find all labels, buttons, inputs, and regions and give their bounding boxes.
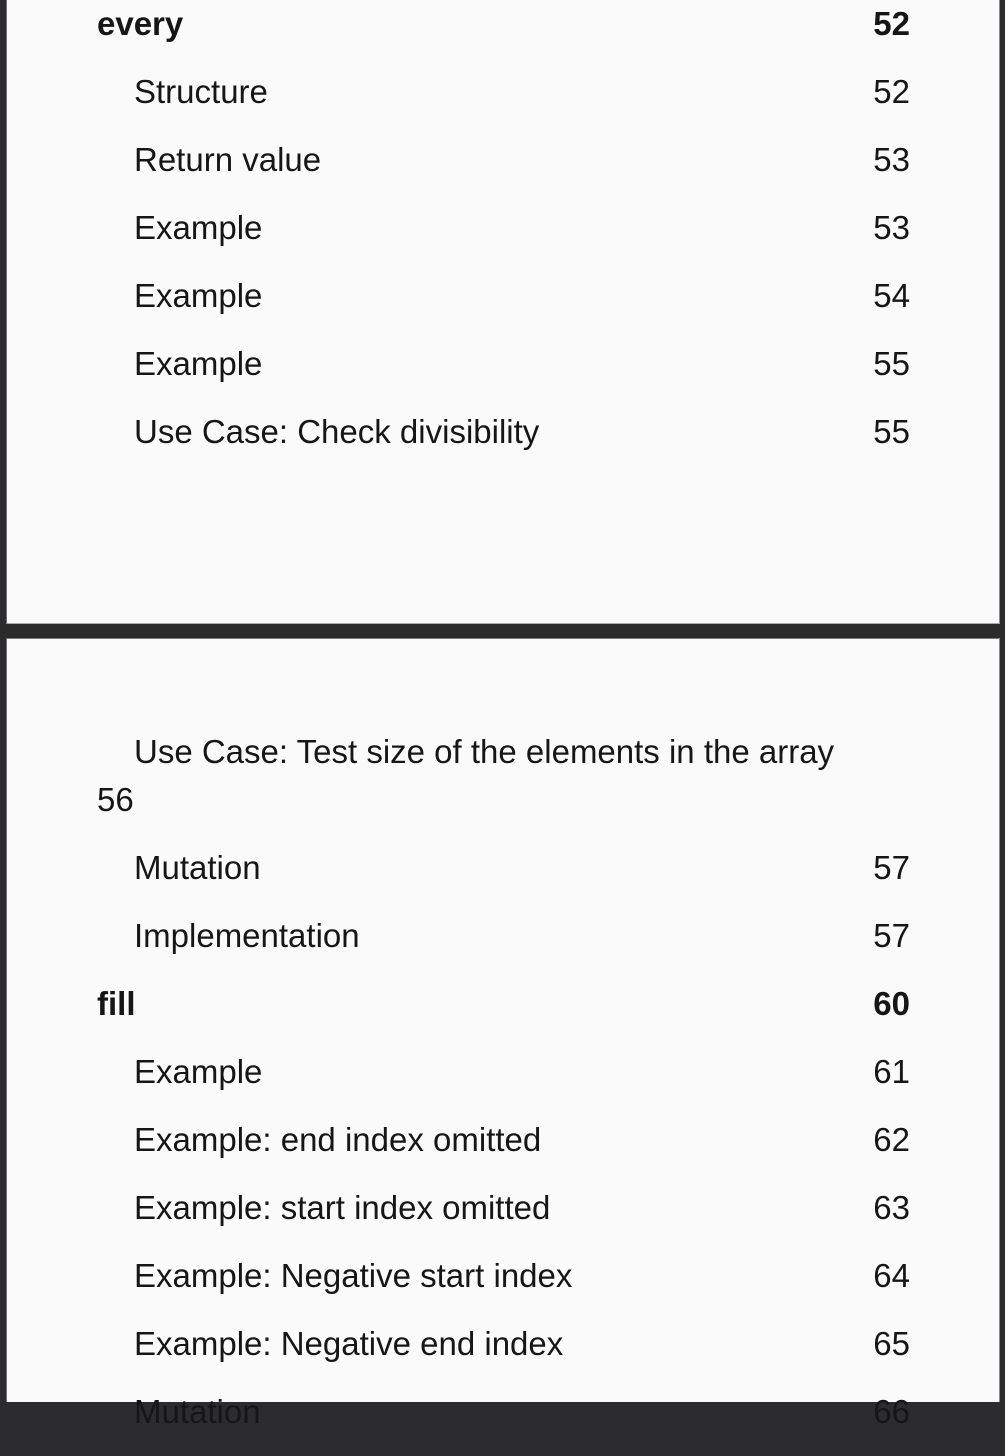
toc-entry-label: Example: Negative end index bbox=[134, 1325, 564, 1362]
toc-entry[interactable] bbox=[7, 902, 999, 970]
toc-entry-label: Example: start index omitted bbox=[134, 1189, 551, 1226]
toc-entry-label: Example: end index omitted bbox=[134, 1121, 542, 1158]
page-2 bbox=[6, 638, 1000, 1430]
toc-entry-page-number: 56 bbox=[97, 781, 134, 818]
toc-entry-page-number: 64 bbox=[873, 1257, 910, 1294]
toc-entry-page-number: 61 bbox=[873, 1053, 910, 1090]
toc-entry-page-number: 66 bbox=[873, 1393, 910, 1430]
toc-entry-partial[interactable] bbox=[7, 1378, 999, 1446]
toc-entry-wrapped[interactable] bbox=[7, 728, 999, 824]
toc-entry-label: every bbox=[97, 5, 184, 42]
page-1 bbox=[6, 0, 1000, 624]
toc-entry-page-number: 52 bbox=[873, 5, 910, 42]
toc-entry-page-number: 63 bbox=[873, 1189, 910, 1226]
toc-entry[interactable] bbox=[7, 1310, 999, 1378]
toc-page-1 bbox=[7, 0, 999, 466]
toc-entry-label: Structure bbox=[134, 73, 268, 110]
toc-entry-label: fill bbox=[97, 985, 136, 1022]
toc-entry-label: Return value bbox=[134, 141, 322, 178]
toc-entry[interactable] bbox=[7, 1106, 999, 1174]
toc-entry-label: Mutation bbox=[134, 849, 261, 886]
toc-entry[interactable] bbox=[7, 398, 999, 466]
toc-entry-page-number: 52 bbox=[873, 73, 910, 110]
toc-entry-label: Example: Negative start index bbox=[134, 1257, 573, 1294]
toc-entry-label: Example bbox=[134, 345, 263, 382]
page-separator bbox=[0, 624, 1005, 638]
toc-entry-label: Use Case: Test size of the elements in the array bbox=[134, 733, 835, 770]
toc-entry-page-number: 53 bbox=[873, 209, 910, 246]
toc-entry[interactable] bbox=[7, 58, 999, 126]
toc-entry-page-number: 55 bbox=[873, 413, 910, 450]
toc-entry[interactable] bbox=[7, 1174, 999, 1242]
toc-entry-page-number: 57 bbox=[873, 917, 910, 954]
toc-page-2 bbox=[7, 639, 999, 1446]
toc-entry[interactable] bbox=[7, 262, 999, 330]
toc-entry-page-number: 57 bbox=[873, 849, 910, 886]
toc-entry[interactable] bbox=[7, 1038, 999, 1106]
toc-entry-label: Example bbox=[134, 1053, 263, 1090]
toc-entry-label: Use Case: Check divisibility bbox=[134, 413, 540, 450]
toc-entry-label: Example bbox=[134, 277, 263, 314]
toc-entry-fill[interactable] bbox=[7, 970, 999, 1038]
toc-entry[interactable] bbox=[7, 330, 999, 398]
toc-entry-page-number: 54 bbox=[873, 277, 910, 314]
toc-entry[interactable] bbox=[7, 834, 999, 902]
toc-entry-page-number: 60 bbox=[873, 985, 910, 1022]
toc-entry[interactable] bbox=[7, 194, 999, 262]
toc-entry-page-number: 65 bbox=[873, 1325, 910, 1362]
toc-entry-page-number: 55 bbox=[873, 345, 910, 382]
toc-entry-every[interactable] bbox=[7, 0, 999, 58]
toc-entry[interactable] bbox=[7, 126, 999, 194]
toc-entry-label: Mutation bbox=[134, 1393, 261, 1430]
toc-entry-page-number: 53 bbox=[873, 141, 910, 178]
toc-entry-page-number: 62 bbox=[873, 1121, 910, 1158]
toc-entry-label: Implementation bbox=[134, 917, 360, 954]
toc-entry-label: Example bbox=[134, 209, 263, 246]
toc-entry[interactable] bbox=[7, 1242, 999, 1310]
